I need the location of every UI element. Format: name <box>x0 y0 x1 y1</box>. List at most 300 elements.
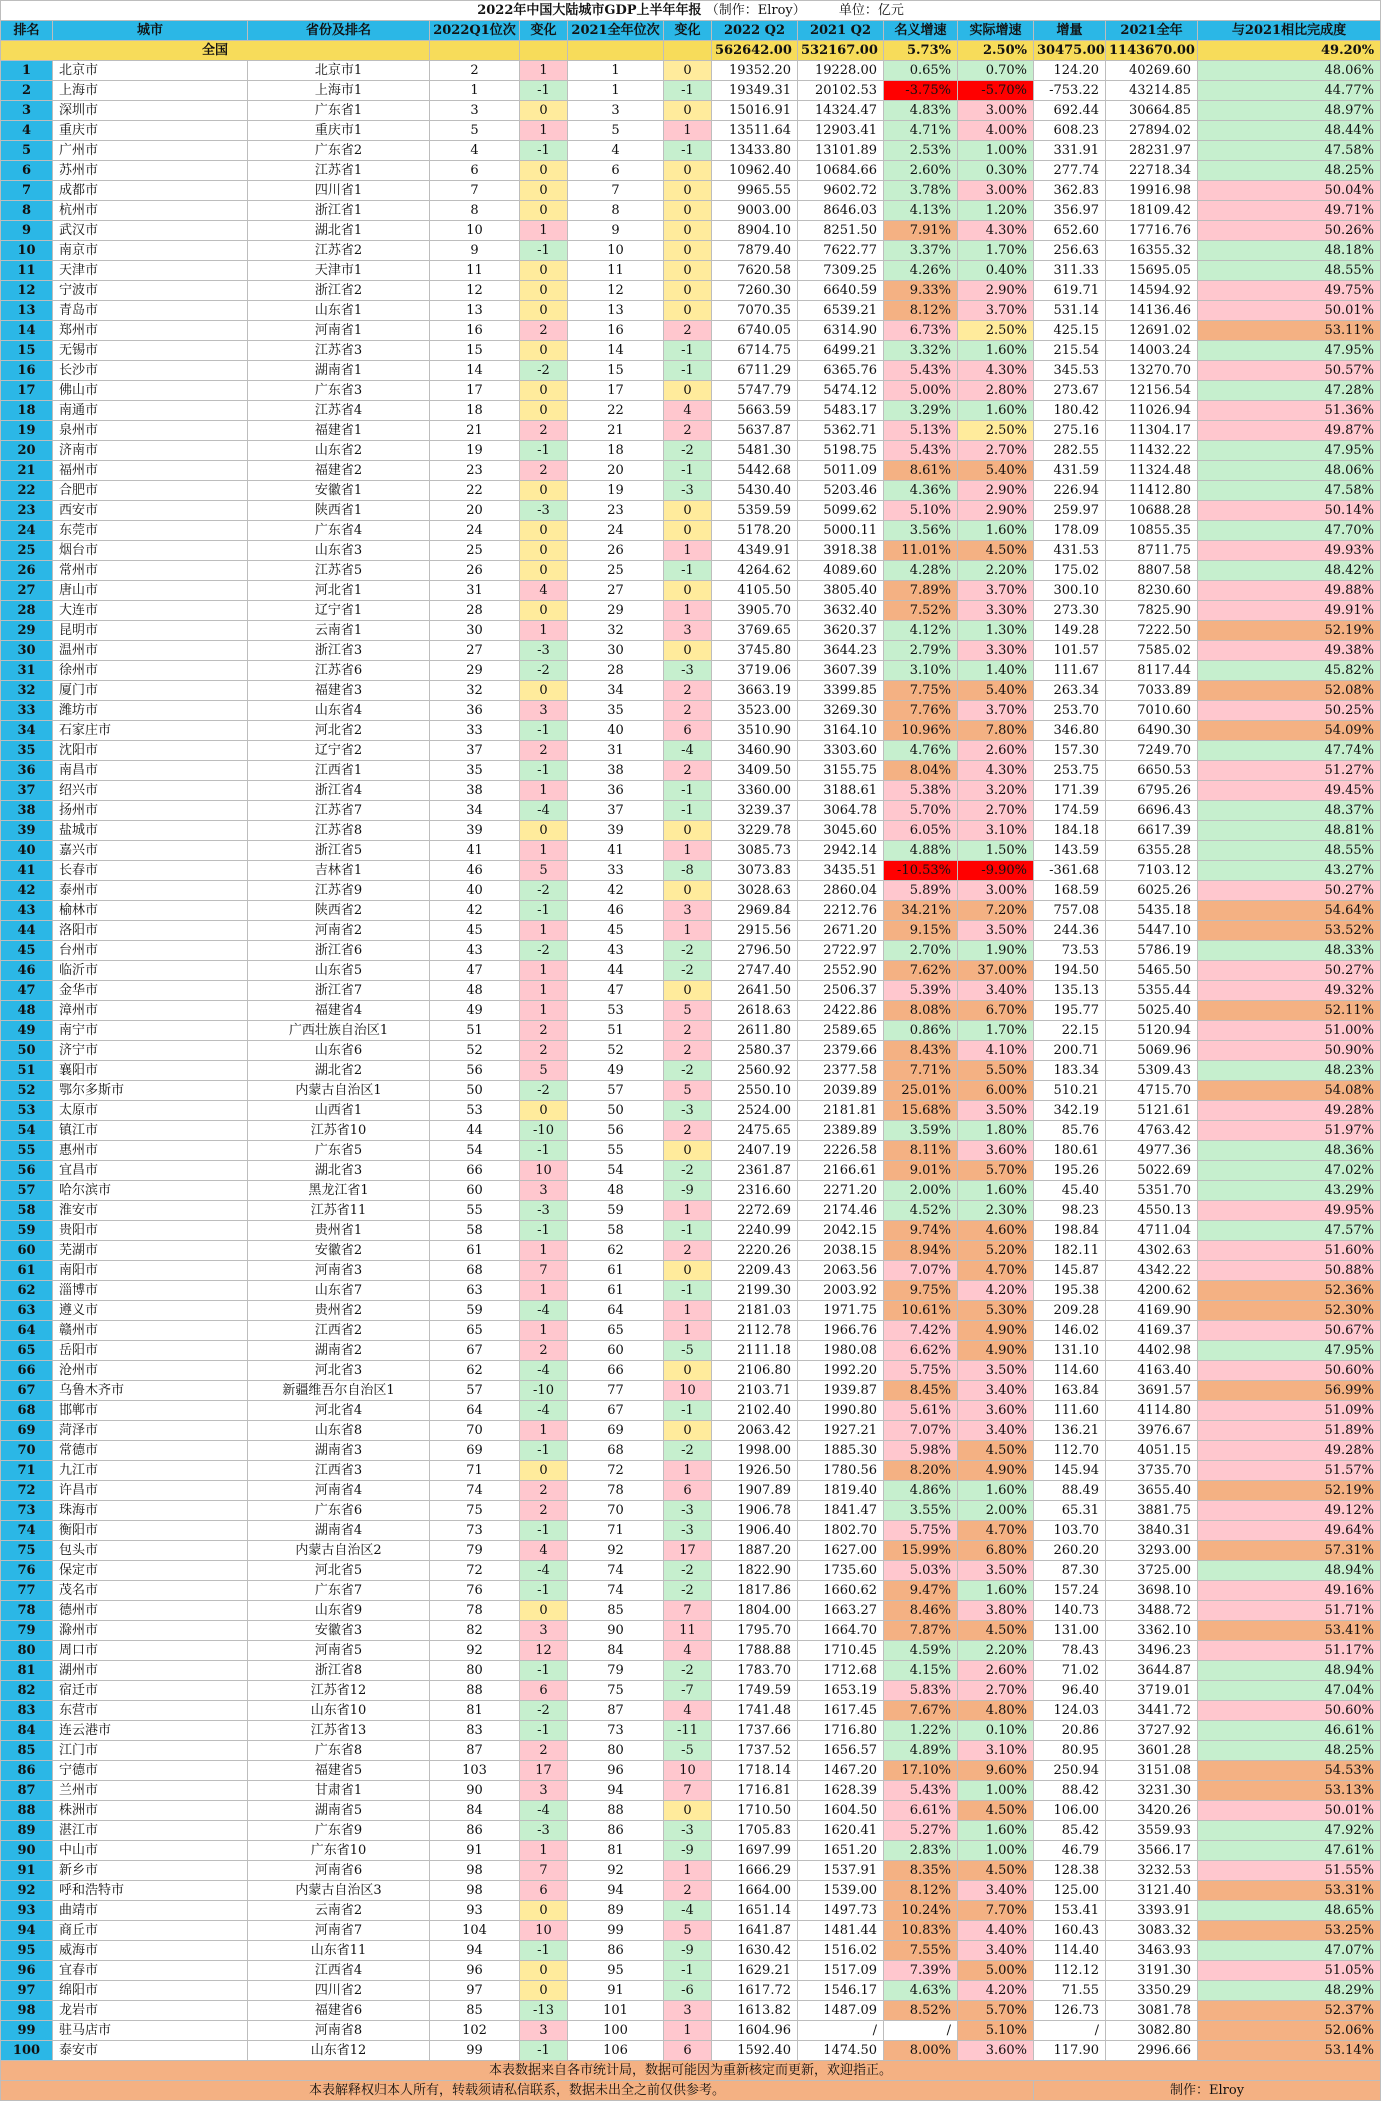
cell-city: 长沙市 <box>53 361 248 381</box>
cell-province-rank: 河北省5 <box>248 1561 430 1581</box>
cell-change-2021: 1 <box>664 1201 712 1221</box>
cell-q2-2021: 1628.39 <box>798 1781 884 1801</box>
cell-change-q1: 2 <box>520 461 568 481</box>
cell-position-2021: 58 <box>568 1221 664 1241</box>
cell-increase: 273.67 <box>1034 381 1106 401</box>
cell-full-year-2021: 8807.58 <box>1106 561 1198 581</box>
cell-change-q1: -10 <box>520 1121 568 1141</box>
cell-q2-2021: 5198.75 <box>798 441 884 461</box>
cell-q2-2021: 2377.58 <box>798 1061 884 1081</box>
cell-full-year-2021: 3601.28 <box>1106 1741 1198 1761</box>
cell-increase: 619.71 <box>1034 281 1106 301</box>
cell-city: 洛阳市 <box>53 921 248 941</box>
cell-real-growth: -5.70% <box>958 81 1034 101</box>
cell-q2-2021: 2226.58 <box>798 1141 884 1161</box>
cell-position-2021: 35 <box>568 701 664 721</box>
cell-q1-position: 49 <box>430 1001 520 1021</box>
cell-city: 潍坊市 <box>53 701 248 721</box>
cell-rank: 66 <box>1 1361 53 1381</box>
cell-province-rank: 河北省2 <box>248 721 430 741</box>
cell-completion: 48.06% <box>1198 461 1381 481</box>
table-row <box>1 1561 1381 1581</box>
cell-q2-2021: 2379.66 <box>798 1041 884 1061</box>
cell-rank: 35 <box>1 741 53 761</box>
cell-increase: -361.68 <box>1034 861 1106 881</box>
cell-change-2021: 4 <box>664 1641 712 1661</box>
header-change-q1: 变化 <box>520 21 568 41</box>
cell-q1-position: 56 <box>430 1061 520 1081</box>
cell-increase: 282.55 <box>1034 441 1106 461</box>
cell-full-year-2021: 5465.50 <box>1106 961 1198 981</box>
cell-increase: 431.53 <box>1034 541 1106 561</box>
table-row <box>1 1901 1381 1921</box>
cell-real-growth: 7.20% <box>958 901 1034 921</box>
table-row <box>1 1241 1381 1261</box>
cell-position-2021: 94 <box>568 1881 664 1901</box>
cell-change-2021: 10 <box>664 1761 712 1781</box>
cell-full-year-2021: 43214.85 <box>1106 81 1198 101</box>
cell-change-2021: 0 <box>664 101 712 121</box>
cell-city: 临沂市 <box>53 961 248 981</box>
cell-change-2021: 2 <box>664 701 712 721</box>
header-2021-q2: 2021 Q2 <box>798 21 884 41</box>
cell-q1-position: 28 <box>430 601 520 621</box>
table-row <box>1 1741 1381 1761</box>
cell-position-2021: 51 <box>568 1021 664 1041</box>
cell-q1-position: 70 <box>430 1421 520 1441</box>
cell-nominal-growth: 5.03% <box>884 1561 958 1581</box>
cell-change-2021: 0 <box>664 261 712 281</box>
cell-province-rank: 广东省1 <box>248 101 430 121</box>
cell-province-rank: 广东省7 <box>248 1581 430 1601</box>
table-row <box>1 641 1381 661</box>
cell-completion: 52.30% <box>1198 1301 1381 1321</box>
cell-change-q1: -3 <box>520 501 568 521</box>
cell-full-year-2021: 3566.17 <box>1106 1841 1198 1861</box>
cell-rank: 100 <box>1 2041 53 2061</box>
cell-real-growth: 6.80% <box>958 1541 1034 1561</box>
cell-increase: 22.15 <box>1034 1021 1106 1041</box>
cell-completion: 48.55% <box>1198 841 1381 861</box>
cell-change-q1: 0 <box>520 521 568 541</box>
cell-real-growth: 1.40% <box>958 661 1034 681</box>
cell-change-2021: 6 <box>664 721 712 741</box>
cell-completion: 49.75% <box>1198 281 1381 301</box>
cell-rank: 59 <box>1 1221 53 1241</box>
table-row <box>1 1621 1381 1641</box>
cell-q2-2021: 3303.60 <box>798 741 884 761</box>
cell-city: 遵义市 <box>53 1301 248 1321</box>
cell-q1-position: 96 <box>430 1961 520 1981</box>
cell-rank: 57 <box>1 1181 53 1201</box>
cell-position-2021: 6 <box>568 161 664 181</box>
cell-province-rank: 吉林省1 <box>248 861 430 881</box>
cell-q1-position: 104 <box>430 1921 520 1941</box>
cell-change-2021: 2 <box>664 1121 712 1141</box>
table-row <box>1 321 1381 341</box>
cell-position-2021: 46 <box>568 901 664 921</box>
cell-q2-2022: 2106.80 <box>712 1361 798 1381</box>
cell-change-2021: 7 <box>664 1601 712 1621</box>
cell-rank: 26 <box>1 561 53 581</box>
cell-q1-position: 64 <box>430 1401 520 1421</box>
cell-increase: 114.60 <box>1034 1361 1106 1381</box>
cell-full-year-2021: 5355.44 <box>1106 981 1198 1001</box>
cell-province-rank: 福建省3 <box>248 681 430 701</box>
cell-city: 衡阳市 <box>53 1521 248 1541</box>
cell-q2-2021: 10684.66 <box>798 161 884 181</box>
cell-q2-2021: 2063.56 <box>798 1261 884 1281</box>
cell-city: 常州市 <box>53 561 248 581</box>
total-2022-q2: 562642.00 <box>712 41 798 61</box>
table-row <box>1 1761 1381 1781</box>
cell-position-2021: 65 <box>568 1321 664 1341</box>
cell-increase: 180.61 <box>1034 1141 1106 1161</box>
cell-completion: 49.91% <box>1198 601 1381 621</box>
cell-position-2021: 53 <box>568 1001 664 1021</box>
cell-full-year-2021: 3151.08 <box>1106 1761 1198 1781</box>
cell-change-q1: 2 <box>520 1041 568 1061</box>
cell-q1-position: 73 <box>430 1521 520 1541</box>
cell-change-2021: 0 <box>664 1421 712 1441</box>
cell-q1-position: 88 <box>430 1681 520 1701</box>
cell-increase: 112.70 <box>1034 1441 1106 1461</box>
cell-city: 成都市 <box>53 181 248 201</box>
cell-q2-2022: 1822.90 <box>712 1561 798 1581</box>
table-row <box>1 781 1381 801</box>
cell-change-q1: -4 <box>520 801 568 821</box>
cell-nominal-growth: 2.70% <box>884 941 958 961</box>
cell-position-2021: 17 <box>568 381 664 401</box>
cell-city: 菏泽市 <box>53 1421 248 1441</box>
cell-q2-2022: 13433.80 <box>712 141 798 161</box>
cell-q2-2022: 6740.05 <box>712 321 798 341</box>
cell-province-rank: 陕西省1 <box>248 501 430 521</box>
cell-q2-2022: 5637.87 <box>712 421 798 441</box>
cell-rank: 52 <box>1 1081 53 1101</box>
cell-rank: 41 <box>1 861 53 881</box>
cell-q2-2021: 7622.77 <box>798 241 884 261</box>
cell-change-q1: 0 <box>520 561 568 581</box>
table-row <box>1 541 1381 561</box>
cell-city: 淮安市 <box>53 1201 248 1221</box>
total-real-growth: 2.50% <box>958 41 1034 61</box>
cell-increase: 277.74 <box>1034 161 1106 181</box>
cell-rank: 38 <box>1 801 53 821</box>
cell-change-q1: 0 <box>520 821 568 841</box>
cell-city: 天津市 <box>53 261 248 281</box>
cell-change-2021: 2 <box>664 761 712 781</box>
cell-q2-2021: 3607.39 <box>798 661 884 681</box>
cell-q1-position: 62 <box>430 1361 520 1381</box>
cell-province-rank: 江苏省7 <box>248 801 430 821</box>
cell-city: 连云港市 <box>53 1721 248 1741</box>
cell-completion: 54.09% <box>1198 721 1381 741</box>
cell-change-q1: 0 <box>520 1461 568 1481</box>
cell-q2-2021: 5099.62 <box>798 501 884 521</box>
cell-q2-2021: 3269.30 <box>798 701 884 721</box>
cell-increase: 85.76 <box>1034 1121 1106 1141</box>
cell-position-2021: 64 <box>568 1301 664 1321</box>
cell-completion: 47.58% <box>1198 141 1381 161</box>
cell-change-2021: -2 <box>664 1061 712 1081</box>
cell-real-growth: 4.30% <box>958 761 1034 781</box>
cell-rank: 70 <box>1 1441 53 1461</box>
cell-real-growth: 1.00% <box>958 1781 1034 1801</box>
cell-real-growth: 3.50% <box>958 1101 1034 1121</box>
cell-q2-2022: 3073.83 <box>712 861 798 881</box>
cell-rank: 55 <box>1 1141 53 1161</box>
cell-change-q1: -1 <box>520 1141 568 1161</box>
footer-note-2: 本表解释权归本人所有，转载须请私信联系，数据未出全之前仅供参考。 <box>1 2081 1034 2101</box>
cell-completion: 49.38% <box>1198 641 1381 661</box>
cell-q2-2021: 1467.20 <box>798 1761 884 1781</box>
cell-increase: 194.50 <box>1034 961 1106 981</box>
cell-change-2021: -3 <box>664 1521 712 1541</box>
cell-province-rank: 河南省1 <box>248 321 430 341</box>
cell-completion: 51.00% <box>1198 1021 1381 1041</box>
cell-completion: 52.08% <box>1198 681 1381 701</box>
table-row <box>1 1701 1381 1721</box>
header-2022-q2: 2022 Q2 <box>712 21 798 41</box>
cell-change-q1: 6 <box>520 1881 568 1901</box>
cell-increase: 106.00 <box>1034 1801 1106 1821</box>
cell-q2-2022: 1906.78 <box>712 1501 798 1521</box>
cell-province-rank: 浙江省2 <box>248 281 430 301</box>
cell-rank: 25 <box>1 541 53 561</box>
cell-completion: 49.71% <box>1198 201 1381 221</box>
cell-q1-position: 98 <box>430 1881 520 1901</box>
cell-completion: 54.08% <box>1198 1081 1381 1101</box>
cell-nominal-growth: 4.28% <box>884 561 958 581</box>
cell-province-rank: 山东省9 <box>248 1601 430 1621</box>
cell-nominal-growth: 7.91% <box>884 221 958 241</box>
cell-position-2021: 38 <box>568 761 664 781</box>
cell-province-rank: 陕西省2 <box>248 901 430 921</box>
cell-real-growth: 37.00% <box>958 961 1034 981</box>
cell-increase: 163.84 <box>1034 1381 1106 1401</box>
cell-q2-2022: 1804.00 <box>712 1601 798 1621</box>
cell-city: 杭州市 <box>53 201 248 221</box>
cell-nominal-growth: 8.52% <box>884 2001 958 2021</box>
author-note: （制作：Elroy） <box>705 3 806 18</box>
cell-position-2021: 41 <box>568 841 664 861</box>
table-row <box>1 621 1381 641</box>
cell-position-2021: 22 <box>568 401 664 421</box>
cell-change-q1: -1 <box>520 1221 568 1241</box>
cell-q2-2021: 6640.59 <box>798 281 884 301</box>
cell-q2-2021: 1927.21 <box>798 1421 884 1441</box>
cell-city: 南阳市 <box>53 1261 248 1281</box>
cell-q2-2022: 9965.55 <box>712 181 798 201</box>
cell-city: 昆明市 <box>53 621 248 641</box>
cell-province-rank: 云南省2 <box>248 1901 430 1921</box>
cell-q2-2022: 1716.81 <box>712 1781 798 1801</box>
cell-nominal-growth: 4.89% <box>884 1741 958 1761</box>
cell-rank: 58 <box>1 1201 53 1221</box>
cell-change-q1: 0 <box>520 601 568 621</box>
cell-q2-2022: 2240.99 <box>712 1221 798 1241</box>
cell-province-rank: 浙江省3 <box>248 641 430 661</box>
cell-change-q1: 2 <box>520 1501 568 1521</box>
cell-change-q1: 0 <box>520 481 568 501</box>
cell-rank: 12 <box>1 281 53 301</box>
cell-change-q1: 0 <box>520 381 568 401</box>
cell-increase: 431.59 <box>1034 461 1106 481</box>
cell-increase: 253.75 <box>1034 761 1106 781</box>
cell-rank: 22 <box>1 481 53 501</box>
cell-q2-2022: 10962.40 <box>712 161 798 181</box>
cell-real-growth: 4.20% <box>958 1281 1034 1301</box>
cell-q2-2022: 1783.70 <box>712 1661 798 1681</box>
cell-nominal-growth: 5.75% <box>884 1361 958 1381</box>
cell-q2-2021: 3918.38 <box>798 541 884 561</box>
cell-rank: 65 <box>1 1341 53 1361</box>
cell-completion: 50.26% <box>1198 221 1381 241</box>
table-row <box>1 1641 1381 1661</box>
cell-city: 珠海市 <box>53 1501 248 1521</box>
cell-position-2021: 26 <box>568 541 664 561</box>
cell-nominal-growth: 4.26% <box>884 261 958 281</box>
cell-real-growth: 1.80% <box>958 1121 1034 1141</box>
cell-increase: 124.20 <box>1034 61 1106 81</box>
cell-increase: 112.12 <box>1034 1961 1106 1981</box>
cell-increase: 253.70 <box>1034 701 1106 721</box>
cell-q1-position: 90 <box>430 1781 520 1801</box>
cell-change-q1: 2 <box>520 1481 568 1501</box>
cell-q1-position: 44 <box>430 1121 520 1141</box>
cell-change-2021: 1 <box>664 1461 712 1481</box>
cell-q2-2022: 2102.40 <box>712 1401 798 1421</box>
cell-completion: 49.16% <box>1198 1581 1381 1601</box>
cell-position-2021: 60 <box>568 1341 664 1361</box>
cell-q1-position: 91 <box>430 1841 520 1861</box>
cell-q1-position: 34 <box>430 801 520 821</box>
cell-change-q1: 0 <box>520 1901 568 1921</box>
cell-province-rank: 浙江省1 <box>248 201 430 221</box>
cell-completion: 50.04% <box>1198 181 1381 201</box>
cell-province-rank: 上海市1 <box>248 81 430 101</box>
cell-nominal-growth: 8.12% <box>884 301 958 321</box>
cell-change-q1: 0 <box>520 1101 568 1121</box>
cell-q2-2021: 3632.40 <box>798 601 884 621</box>
cell-change-q1: -1 <box>520 1441 568 1461</box>
cell-q2-2021: 1604.50 <box>798 1801 884 1821</box>
cell-province-rank: 广西壮族自治区1 <box>248 1021 430 1041</box>
cell-real-growth: 3.60% <box>958 1401 1034 1421</box>
cell-full-year-2021: 4200.62 <box>1106 1281 1198 1301</box>
cell-full-year-2021: 40269.60 <box>1106 61 1198 81</box>
cell-province-rank: 安徽省3 <box>248 1621 430 1641</box>
cell-full-year-2021: 15695.05 <box>1106 261 1198 281</box>
cell-completion: 49.88% <box>1198 581 1381 601</box>
cell-change-2021: -1 <box>664 561 712 581</box>
cell-full-year-2021: 7585.02 <box>1106 641 1198 661</box>
cell-nominal-growth: 8.20% <box>884 1461 958 1481</box>
cell-real-growth: 4.20% <box>958 1981 1034 2001</box>
cell-real-growth: 0.40% <box>958 261 1034 281</box>
cell-q1-position: 41 <box>430 841 520 861</box>
table-row <box>1 1921 1381 1941</box>
cell-completion: 52.19% <box>1198 1481 1381 1501</box>
cell-rank: 99 <box>1 2021 53 2041</box>
cell-full-year-2021: 6617.39 <box>1106 821 1198 841</box>
cell-change-2021: -5 <box>664 1741 712 1761</box>
cell-completion: 49.28% <box>1198 1441 1381 1461</box>
cell-real-growth: 2.20% <box>958 1641 1034 1661</box>
cell-change-q1: -1 <box>520 1661 568 1681</box>
cell-province-rank: 河北省1 <box>248 581 430 601</box>
cell-q2-2022: 2181.03 <box>712 1301 798 1321</box>
cell-q2-2021: 2212.76 <box>798 901 884 921</box>
cell-change-q1: -1 <box>520 241 568 261</box>
cell-city: 上海市 <box>53 81 248 101</box>
cell-completion: 48.18% <box>1198 241 1381 261</box>
cell-change-q1: -4 <box>520 1301 568 1321</box>
cell-q1-position: 72 <box>430 1561 520 1581</box>
table-row <box>1 81 1381 101</box>
cell-q2-2022: 5747.79 <box>712 381 798 401</box>
cell-rank: 83 <box>1 1701 53 1721</box>
cell-q1-position: 54 <box>430 1141 520 1161</box>
cell-full-year-2021: 5435.18 <box>1106 901 1198 921</box>
cell-change-2021: -2 <box>664 1581 712 1601</box>
table-row <box>1 1341 1381 1361</box>
cell-completion: 52.37% <box>1198 2001 1381 2021</box>
cell-change-q1: -1 <box>520 901 568 921</box>
cell-full-year-2021: 7010.60 <box>1106 701 1198 721</box>
cell-province-rank: 江苏省13 <box>248 1721 430 1741</box>
table-row <box>1 1861 1381 1881</box>
cell-completion: 53.13% <box>1198 1781 1381 1801</box>
cell-position-2021: 101 <box>568 2001 664 2021</box>
cell-position-2021: 40 <box>568 721 664 741</box>
table-row <box>1 1581 1381 1601</box>
cell-q1-position: 2 <box>430 61 520 81</box>
cell-rank: 47 <box>1 981 53 1001</box>
cell-rank: 76 <box>1 1561 53 1581</box>
cell-q1-position: 10 <box>430 221 520 241</box>
cell-rank: 97 <box>1 1981 53 2001</box>
cell-q1-position: 63 <box>430 1281 520 1301</box>
cell-position-2021: 52 <box>568 1041 664 1061</box>
cell-city: 徐州市 <box>53 661 248 681</box>
cell-increase: 20.86 <box>1034 1721 1106 1741</box>
cell-q2-2021: 1735.60 <box>798 1561 884 1581</box>
cell-position-2021: 91 <box>568 1981 664 2001</box>
footer-row-2 <box>1 2081 1381 2101</box>
total-2021-full-year: 1143670.00 <box>1106 41 1198 61</box>
cell-rank: 46 <box>1 961 53 981</box>
cell-increase: 114.40 <box>1034 1941 1106 1961</box>
cell-q2-2021: 7309.25 <box>798 261 884 281</box>
cell-rank: 11 <box>1 261 53 281</box>
cell-real-growth: 1.60% <box>958 1821 1034 1841</box>
cell-province-rank: 河南省3 <box>248 1261 430 1281</box>
cell-q2-2022: 8904.10 <box>712 221 798 241</box>
cell-nominal-growth: 2.79% <box>884 641 958 661</box>
cell-change-q1: 0 <box>520 261 568 281</box>
cell-increase: 259.97 <box>1034 501 1106 521</box>
cell-q1-position: 13 <box>430 301 520 321</box>
cell-increase: 356.97 <box>1034 201 1106 221</box>
cell-city: 泰州市 <box>53 881 248 901</box>
cell-completion: 51.05% <box>1198 1961 1381 1981</box>
footer-row-1 <box>1 2061 1381 2081</box>
cell-full-year-2021: 4550.13 <box>1106 1201 1198 1221</box>
cell-rank: 13 <box>1 301 53 321</box>
table-row <box>1 721 1381 741</box>
